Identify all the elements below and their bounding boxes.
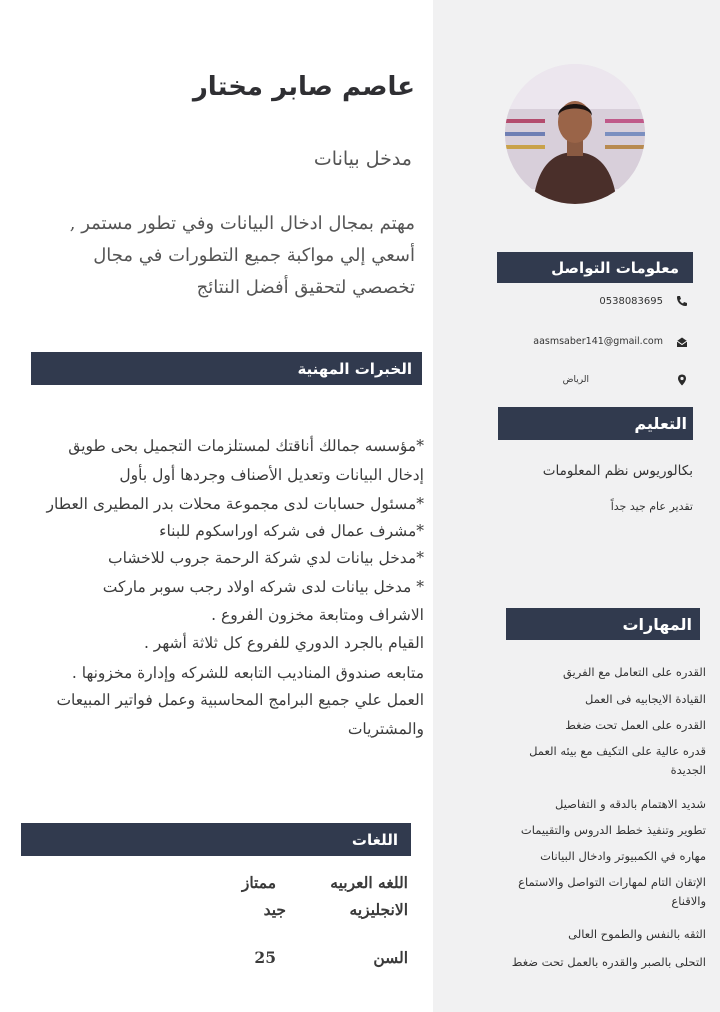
contact-section-header: معلومات التواصل [497, 252, 693, 283]
experience-line: *مؤسسه جمالك أناقتك لمستلزمات التجميل بحى طويق [68, 437, 424, 455]
experience-section-header: الخبرات المهنية [31, 352, 422, 385]
phone-icon [676, 295, 688, 307]
skill-item: مهاره في الكمبيوتر وادخال البيانات [540, 849, 706, 863]
skills-section-header: المهارات [506, 608, 700, 640]
education-degree: بكالوريوس نظم المعلومات [542, 463, 693, 479]
contact-phone[interactable]: 0538083695 [599, 296, 663, 307]
age-label: السن [373, 948, 408, 967]
skill-item: الإتقان التام لمهارات التواصل والاستماع والاقناع [518, 875, 706, 908]
language-name: الانجليزيه [349, 900, 408, 919]
age-value: 25 [254, 948, 276, 967]
experience-line: الاشراف ومتابعة مخزون الفروع . [211, 606, 424, 624]
skill-item: القيادة الايجابيه فى العمل [584, 692, 706, 706]
experience-line: إدخال البيانات وتعديل الأصناف وجردها أول بأول [119, 466, 424, 484]
contact-location: الرياض [562, 375, 589, 385]
education-grade: تقدير عام جيد جداً [610, 500, 693, 513]
summary-line: مهتم بمجال ادخال البيانات وفي تطور مستمر , [69, 213, 415, 234]
experience-line: والمشتريات [347, 720, 424, 738]
language-level: ممتاز [241, 873, 276, 892]
location-pin-icon [676, 374, 688, 386]
profile-photo [505, 64, 645, 204]
experience-line: *مشرف عمال فى شركه اوراسكوم للبناء [159, 522, 424, 540]
language-name: اللغه العربيه [330, 873, 408, 892]
experience-line: القيام بالجرد الدوري للفروع كل ثلاثة أشهر . [143, 634, 424, 652]
email-icon [676, 336, 688, 348]
experience-line: *مسئول حسابات لدى مجموعة محلات بدر المطيرى العطار [46, 495, 424, 513]
experience-line: * مدخل بيانات لدى شركه اولاد رجب سوبر ماركت [102, 578, 424, 596]
experience-line: *مدخل بيانات لدي شركة الرحمة جروب للاخشاب [108, 549, 424, 567]
job-title: مدخل بيانات [313, 148, 412, 170]
candidate-name: عاصم صابر مختار [192, 72, 415, 102]
skill-item: قدره عالية على التكيف مع بيئه العمل الجديدة [529, 744, 706, 777]
skill-item: شديد الاهتمام بالدقه و التفاصيل [555, 797, 706, 811]
contact-email[interactable]: aasmsaber141@gmail.com [533, 336, 663, 347]
skill-item: تطوير وتنفيذ خطط الدروس والتقييمات [520, 823, 706, 837]
language-level: جيد [263, 900, 286, 919]
profile-photo-image [505, 64, 645, 204]
summary-line: تخصصي لتحقيق أفضل النتائج [196, 277, 415, 298]
experience-line: متابعه صندوق المناديب التابعه للشركه وإدارة مخزونها . [71, 664, 424, 682]
skill-item: التحلى بالصبر والقدره بالعمل تحت ضغط [511, 955, 706, 969]
skill-item: الثقه بالنفس والطموح العالى [568, 927, 706, 941]
languages-section-header: اللغات [21, 823, 411, 856]
summary-line: أسعي إلي مواكبة جميع التطورات في مجال [93, 245, 415, 266]
education-section-header: التعليم [498, 407, 693, 440]
skill-item: القدره على التعامل مع الفريق [562, 665, 706, 679]
skill-item: القدره على العمل تحت ضغط [565, 718, 706, 732]
experience-line: العمل علي جميع البرامج المحاسبية وعمل فواتير المبيعات [56, 691, 424, 709]
